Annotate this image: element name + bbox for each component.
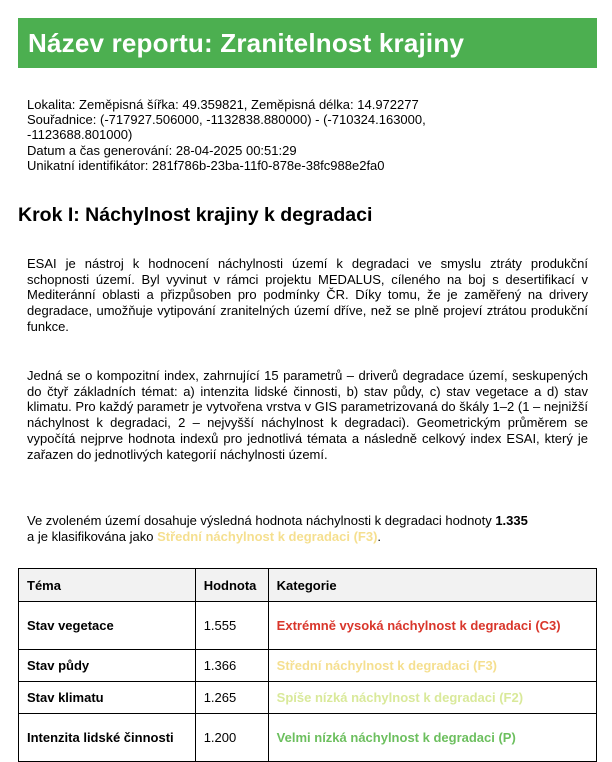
coordinates-line-1: Souřadnice: (-717927.506000, -1132838.880000) - (-710324.163000, [27, 112, 426, 128]
unique-identifier: Unikatní identifikátor: 281f786b-23ba-11f0-878e-38fc988e2fa0 [27, 157, 385, 173]
row-hodnota: 1.366 [195, 650, 268, 682]
row-kategorie: Střední náchylnost k degradaci (F3) [268, 650, 596, 682]
result-suffix: . [377, 528, 382, 544]
result-category: Střední náchylnost k degradaci (F3) [157, 528, 378, 544]
row-tema: Stav klimatu [19, 682, 196, 714]
table-row [19, 714, 597, 762]
row-hodnota: 1.200 [195, 714, 268, 762]
results-table [18, 568, 597, 762]
row-hodnota: 1.265 [195, 682, 268, 714]
row-tema: Intenzita lidské činnosti [19, 714, 196, 762]
intro-paragraph: ESAI je nástroj k hodnocení náchylnosti území k degradaci ve smyslu ztráty produkční schopnosti území. Byl vyvinut v rámci projektu MEDALUS, cíleného na boj s desertifikací v Mediteránní oblasti a přizpůsoben pro podmínky ČR. Díky tomu, že je zaměřený na drivery degradace, umožňuje vytipování zranitelných území dříve, než se plně projeví ztrátou produkční funkce. [27, 256, 588, 334]
table-row [19, 602, 597, 650]
row-tema: Stav vegetace [19, 602, 196, 650]
method-paragraph: Jedná se o kompozitní index, zahrnující 15 parametrů – driverů degradace území, seskupených do čtyř základních témat: a) intenzita lidské činnosti, b) stav půdy, c) stav vegetace a d) stav klimatu. Pro každý parametr je vytvořena vrstva v GIS parametrizovaná do škály 1–2 (1 – nejnižší náchylnost k degradaci, 2 – nejvyšší náchylnost k degradaci). Geometrickým průměrem se vypočítá nejprve hodnota indexů pro jednotlivá témata a následně celkový index ESAI, který je zařazen do jednotlivých kategorií náchylnosti území. [27, 368, 588, 462]
header-kategorie: Kategorie [268, 569, 596, 602]
location-line: Lokalita: Zeměpisná šířka: 49.359821, Zeměpisná délka: 14.972277 [27, 97, 419, 112]
header-hodnota: Hodnota [195, 569, 268, 602]
section-title: Krok I: Náchylnost krajiny k degradaci [18, 204, 373, 226]
header-tema: Téma [19, 569, 196, 602]
result-prefix: Ve zvoleném území dosahuje výsledná hodnota náchylnosti k degradaci hodnoty [27, 513, 496, 528]
coordinates-line-2: -1123688.801000) [27, 127, 133, 143]
table-row [19, 650, 597, 682]
table-header-row [19, 569, 597, 602]
report-metadata [27, 97, 487, 173]
table-row [19, 682, 597, 714]
row-hodnota: 1.555 [195, 602, 268, 650]
result-value: 1.335 [495, 513, 528, 528]
report-title: Název reportu: Zranitelnost krajiny [28, 27, 465, 58]
report-title-banner [18, 18, 597, 68]
result-middle: a je klasifikována jako [27, 528, 158, 544]
result-paragraph [27, 513, 588, 544]
row-tema: Stav půdy [19, 650, 196, 682]
row-kategorie: Velmi nízká náchylnost k degradaci (P) [268, 714, 596, 762]
row-kategorie: Extrémně vysoká náchylnost k degradaci (C3) [268, 602, 596, 650]
row-kategorie: Spíše nízká náchylnost k degradaci (F2) [268, 682, 596, 714]
generated-datetime: Datum a čas generování: 28-04-2025 00:51:29 [27, 142, 297, 158]
